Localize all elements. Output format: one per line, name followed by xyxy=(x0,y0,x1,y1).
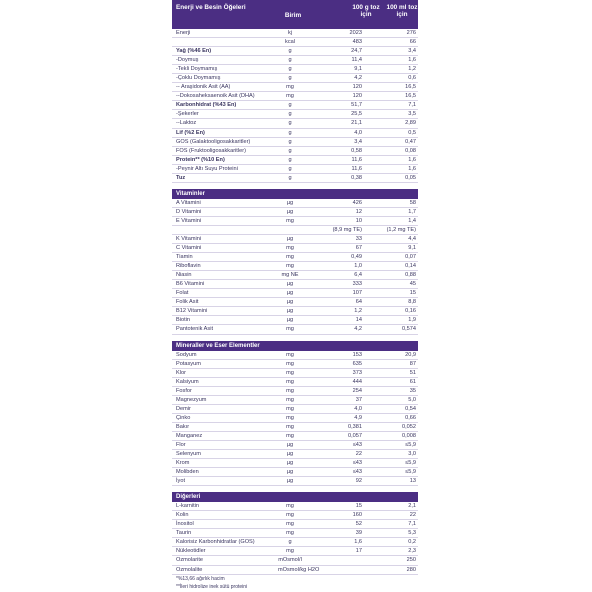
row-value-100g: 160 xyxy=(352,512,362,519)
row-value-100ml: 2,89 xyxy=(405,120,416,127)
table-row xyxy=(172,56,418,65)
table-row xyxy=(172,441,418,450)
table-row xyxy=(172,432,418,441)
table-row xyxy=(172,174,418,183)
row-unit: g xyxy=(288,57,292,64)
table-row xyxy=(172,547,418,556)
row-value-100ml: 8,8 xyxy=(408,299,416,306)
row-value-100g: 14 xyxy=(355,317,362,324)
row-value-100g: 6,4 xyxy=(354,272,362,279)
row-nutrient: C Vitamini xyxy=(176,245,202,252)
row-nutrient: Karbonhidrat (%43 En) xyxy=(176,102,237,109)
row-value-100ml: 22 xyxy=(409,512,416,519)
row-unit: g xyxy=(288,66,292,73)
row-value-100g: 120 xyxy=(352,84,362,91)
section-vitamins: Vitaminler xyxy=(172,189,418,199)
row-unit: mg xyxy=(286,84,294,91)
row-value-100g: 25,5 xyxy=(351,111,362,118)
nutrition-table xyxy=(172,0,418,592)
table-row xyxy=(172,147,418,156)
row-nutrient: İyot xyxy=(176,478,186,485)
row-value-100ml: 35 xyxy=(409,387,416,394)
table-row xyxy=(172,92,418,101)
row-value-100ml: 0,88 xyxy=(405,272,416,279)
table-row xyxy=(172,538,418,547)
row-nutrient: --Laktoz xyxy=(176,120,197,127)
row-unit: mg xyxy=(286,521,294,528)
row-nutrient: Riboflavin xyxy=(176,263,201,270)
row-value-100g: 64 xyxy=(355,299,362,306)
row-unit: mg xyxy=(286,93,294,100)
row-value-100ml: 280 xyxy=(406,566,416,573)
row-value-100g: 0,49 xyxy=(351,254,362,261)
row-unit: µg xyxy=(286,317,294,324)
row-value-100ml: 1,9 xyxy=(408,317,416,324)
row-value-100ml: 0,6 xyxy=(408,75,416,82)
row-value-100g: 24,7 xyxy=(351,48,362,55)
row-nutrient: Biotin xyxy=(176,317,190,324)
row-value-100ml: 1,6 xyxy=(408,156,416,163)
row-unit: mOsmol/l xyxy=(278,557,302,564)
row-value-100ml: 5,0 xyxy=(408,396,416,403)
table-row xyxy=(172,235,418,244)
table-row xyxy=(172,138,418,147)
row-nutrient: Tuz xyxy=(176,174,186,181)
row-unit: g xyxy=(288,156,292,163)
row-value-100g: 92 xyxy=(355,478,362,485)
row-unit: µg xyxy=(286,469,294,476)
row-value-100ml: 45 xyxy=(409,281,416,288)
row-value-100g: 444 xyxy=(352,378,362,385)
footnote-2: **İleri hidrolize inek sütü proteini xyxy=(176,583,248,590)
table-row xyxy=(172,298,418,307)
row-value-100g: 107 xyxy=(352,290,362,297)
table-row xyxy=(172,226,418,235)
row-value-100g: 4,2 xyxy=(354,326,362,333)
row-unit: mg xyxy=(286,432,294,439)
row-value-100ml: 1,7 xyxy=(408,208,416,215)
row-unit: mg xyxy=(286,254,294,261)
row-nutrient: GOS (Galaktooligosakkaritler) xyxy=(176,138,251,145)
header-per-100g: 100 g toz için xyxy=(352,4,380,19)
row-unit: g xyxy=(288,120,292,127)
table-row xyxy=(172,423,418,432)
table-row xyxy=(172,199,418,208)
vitamins-group xyxy=(172,199,418,335)
row-value-100g: 373 xyxy=(352,369,362,376)
table-row xyxy=(172,566,418,575)
table-row xyxy=(172,396,418,405)
row-nutrient: Nükleotidler xyxy=(176,548,206,555)
table-row xyxy=(172,74,418,83)
row-value-100ml: 0,66 xyxy=(405,414,416,421)
row-value-100ml: 0,47 xyxy=(405,138,416,145)
row-nutrient: Bakır xyxy=(176,423,190,430)
table-row xyxy=(172,165,418,174)
row-value-100g: 254 xyxy=(352,387,362,394)
row-value-100g: 21,1 xyxy=(351,120,362,127)
row-value-100g: 11,6 xyxy=(351,165,362,172)
row-value-100ml: 0,07 xyxy=(405,254,416,261)
row-nutrient: Tiamin xyxy=(176,254,193,261)
row-nutrient: Manganez xyxy=(176,432,203,439)
row-unit: mg xyxy=(286,387,294,394)
row-value-100ml: 87 xyxy=(409,360,416,367)
row-nutrient: FOS (Fruktooligosakkaritler) xyxy=(176,147,246,154)
table-row xyxy=(172,101,418,110)
row-nutrient: Lif (%2 En) xyxy=(176,129,205,136)
table-row xyxy=(172,110,418,119)
row-value-100g: 17 xyxy=(355,548,362,555)
row-unit: µg xyxy=(286,235,294,242)
row-value-100g: 1,6 xyxy=(354,539,362,546)
row-value-100g: 33 xyxy=(355,235,362,242)
row-nutrient: Klor xyxy=(176,369,186,376)
row-nutrient: -Şekerler xyxy=(176,111,199,118)
header-nutrients: Enerji ve Besin Öğeleri xyxy=(176,4,246,11)
row-nutrient: -Doymuş xyxy=(176,57,199,64)
row-unit: µg xyxy=(286,290,294,297)
row-value-100g: 2023 xyxy=(349,30,362,36)
table-row xyxy=(172,316,418,325)
row-value-100g: 635 xyxy=(352,360,362,367)
row-value-100g: 52 xyxy=(355,521,362,528)
row-value-100g: 483 xyxy=(352,39,362,46)
row-nutrient: B12 Vitamini xyxy=(176,308,208,315)
row-unit: g xyxy=(288,75,292,82)
row-value-100ml: 0,14 xyxy=(405,263,416,270)
row-unit: mg xyxy=(286,263,294,270)
table-row xyxy=(172,405,418,414)
table-row xyxy=(172,520,418,529)
row-nutrient: Krom xyxy=(176,460,190,467)
row-value-100ml: 0,05 xyxy=(405,174,416,181)
row-value-100ml: 276 xyxy=(406,30,416,36)
row-value-100ml: 4,4 xyxy=(408,235,416,242)
row-unit: mg NE xyxy=(281,272,299,279)
table-row xyxy=(172,271,418,280)
row-unit: µg xyxy=(286,208,294,215)
row-value-100g: 333 xyxy=(352,281,362,288)
row-value-100ml: 1,4 xyxy=(408,217,416,224)
row-unit: mg xyxy=(286,396,294,403)
row-unit: mg xyxy=(286,326,294,333)
row-value-100g: 10 xyxy=(355,217,362,224)
row-unit: g xyxy=(288,147,292,154)
row-nutrient: İnositol xyxy=(176,521,194,528)
table-row xyxy=(172,208,418,217)
row-value-100ml: 7,1 xyxy=(408,521,416,528)
row-value-100ml: 51 xyxy=(409,369,416,376)
row-unit: µg xyxy=(286,308,294,315)
others-group xyxy=(172,502,418,574)
row-nutrient: Kalsiyum xyxy=(176,378,199,385)
row-value-100ml: 3,5 xyxy=(408,111,416,118)
row-nutrient: Molibden xyxy=(176,469,199,476)
table-row xyxy=(172,511,418,520)
section-minerals: Mineraller ve Eser Elementler xyxy=(172,341,418,351)
row-nutrient: L-karnitin xyxy=(176,503,200,510)
row-unit: mg xyxy=(286,414,294,421)
row-unit: mg xyxy=(286,503,294,510)
header-unit: Birim xyxy=(284,12,302,19)
row-value-100ml: 58 xyxy=(409,199,416,206)
row-nutrient: -Çoklu Doymamış xyxy=(176,75,221,82)
table-row xyxy=(172,459,418,468)
table-row xyxy=(172,119,418,128)
row-value-100ml: 0,2 xyxy=(408,539,416,546)
row-nutrient: Çinko xyxy=(176,414,191,421)
row-value-100g: 0,381 xyxy=(348,423,362,430)
table-row xyxy=(172,289,418,298)
table-row xyxy=(172,83,418,92)
table-row xyxy=(172,450,418,459)
row-nutrient: --Dokosaheksaenoik Asit (DHA) xyxy=(176,93,255,100)
row-value-100g: 15 xyxy=(355,503,362,510)
row-unit: g xyxy=(288,138,292,145)
row-value-100ml: 0,008 xyxy=(402,432,416,439)
row-value-100ml: ≤5,9 xyxy=(405,460,416,467)
row-value-100g: 426 xyxy=(352,199,362,206)
row-unit: µg xyxy=(286,281,294,288)
row-value-100g: 4,9 xyxy=(354,414,362,421)
energy-group xyxy=(172,29,418,183)
row-nutrient: Magnezyum xyxy=(176,396,207,403)
table-row xyxy=(172,468,418,477)
row-value-100g: ≤43 xyxy=(352,469,362,476)
row-nutrient: Protein** (%10 En) xyxy=(176,156,225,163)
row-value-100ml: 3,0 xyxy=(408,451,416,458)
row-nutrient: Demir xyxy=(176,405,191,412)
table-row xyxy=(172,244,418,253)
row-value-100ml: 66 xyxy=(409,39,416,46)
table-row xyxy=(172,217,418,226)
row-value-100g: 4,2 xyxy=(354,75,362,82)
row-value-100g: 0,38 xyxy=(351,174,362,181)
row-value-100g: 67 xyxy=(355,245,362,252)
row-unit: µg xyxy=(286,441,294,448)
row-unit: µg xyxy=(286,299,294,306)
row-unit: mg xyxy=(286,512,294,519)
row-value-100ml: ≤5,9 xyxy=(405,469,416,476)
row-value-100ml: 250 xyxy=(406,557,416,564)
row-unit: kcal xyxy=(285,39,295,46)
row-value-100g: 4,0 xyxy=(354,129,362,136)
row-unit: g xyxy=(288,539,292,546)
row-unit: µg xyxy=(286,478,294,485)
row-value-100g: 39 xyxy=(355,530,362,537)
table-row xyxy=(172,65,418,74)
table-header xyxy=(172,0,418,29)
row-unit: mOsmol/kg H2O xyxy=(278,566,320,573)
row-value-100g: 51,7 xyxy=(351,102,362,109)
row-value-100ml: 0,54 xyxy=(405,405,416,412)
row-value-100ml: 1,2 xyxy=(408,66,416,73)
row-value-100ml: 7,1 xyxy=(408,102,416,109)
row-unit: µg xyxy=(286,451,294,458)
table-row xyxy=(172,502,418,511)
row-unit: kj xyxy=(287,30,293,36)
section-others: Diğerleri xyxy=(172,492,418,502)
row-value-100g: 0,58 xyxy=(351,147,362,154)
row-unit: mg xyxy=(286,423,294,430)
table-row xyxy=(172,351,418,360)
row-value-100ml: 5,3 xyxy=(408,530,416,537)
table-row xyxy=(172,156,418,165)
row-unit: g xyxy=(288,165,292,172)
row-value-100g: ≤43 xyxy=(352,441,362,448)
row-value-100ml: 3,4 xyxy=(408,48,416,55)
row-unit: g xyxy=(288,48,292,55)
row-nutrient: Selenyum xyxy=(176,451,201,458)
minerals-group xyxy=(172,351,418,487)
table-row xyxy=(172,253,418,262)
row-value-100ml: 0,574 xyxy=(402,326,416,333)
row-unit: µg xyxy=(286,199,294,206)
row-value-100g: 11,4 xyxy=(351,57,362,64)
row-unit: mg xyxy=(286,530,294,537)
row-value-100g: ≤43 xyxy=(352,460,362,467)
row-nutrient: B6 Vitamini xyxy=(176,281,205,288)
row-value-100ml: ≤5,9 xyxy=(405,441,416,448)
footnote-1: *%13,66 ağırlık hacim xyxy=(176,575,225,582)
table-row xyxy=(172,477,418,486)
row-nutrient: Fosfor xyxy=(176,387,192,394)
row-value-100ml: 1,6 xyxy=(408,57,416,64)
row-value-100ml: 2,3 xyxy=(408,548,416,555)
table-row xyxy=(172,280,418,289)
row-unit: mg xyxy=(286,405,294,412)
row-unit: mg xyxy=(286,351,294,358)
row-unit: mg xyxy=(286,369,294,376)
row-nutrient: Niasin xyxy=(176,272,192,279)
row-value-100g: 153 xyxy=(352,351,362,358)
table-row xyxy=(172,360,418,369)
row-unit: mg xyxy=(286,217,294,224)
row-nutrient: Kolin xyxy=(176,512,189,519)
row-unit: mg xyxy=(286,378,294,385)
header-per-100ml: 100 ml toz için xyxy=(386,4,418,19)
row-value-100ml: 15 xyxy=(409,290,416,297)
row-unit: g xyxy=(288,111,292,118)
row-value-100g: 9,1 xyxy=(354,66,362,73)
row-unit: µg xyxy=(286,460,294,467)
row-value-100g: 1,2 xyxy=(354,308,362,315)
row-unit: g xyxy=(288,129,292,136)
table-row xyxy=(172,369,418,378)
table-row xyxy=(172,262,418,271)
row-value-100ml: 16,5 xyxy=(405,93,416,100)
row-value-100g: 1,0 xyxy=(354,263,362,270)
row-nutrient: Taurin xyxy=(176,530,192,537)
row-unit: mg xyxy=(286,245,294,252)
table-row xyxy=(172,38,418,47)
table-row xyxy=(172,129,418,138)
row-value-100ml: 0,5 xyxy=(408,129,416,136)
row-value-100ml: 0,16 xyxy=(405,308,416,315)
row-nutrient: D Vitamini xyxy=(176,208,202,215)
row-value-100ml: 9,1 xyxy=(408,245,416,252)
row-nutrient: Ozmolarite xyxy=(176,557,204,564)
row-value-100g: 4,0 xyxy=(354,405,362,412)
row-value-100ml: (1,2 mg TE) xyxy=(386,226,416,233)
row-unit: mg xyxy=(286,548,294,555)
row-value-100ml: 0,08 xyxy=(405,147,416,154)
row-value-100ml: 1,6 xyxy=(408,165,416,172)
table-row xyxy=(172,47,418,56)
row-value-100g: 11,6 xyxy=(351,156,362,163)
row-nutrient: Ozmolalite xyxy=(176,566,203,573)
row-value-100ml: 20,9 xyxy=(405,351,416,358)
row-value-100g: 3,4 xyxy=(354,138,362,145)
row-nutrient: Sodyum xyxy=(176,351,197,358)
row-value-100g: 37 xyxy=(355,396,362,403)
row-nutrient: -- Araşidonik Asit (AA) xyxy=(176,84,231,91)
row-nutrient: A Vitamini xyxy=(176,199,201,206)
table-row xyxy=(172,378,418,387)
table-row xyxy=(172,387,418,396)
row-nutrient: E Vitamini xyxy=(176,217,202,224)
row-nutrient: Flor xyxy=(176,441,186,448)
table-row xyxy=(172,529,418,538)
row-nutrient: Kalorisiz Karbonhidratlar (GOS) xyxy=(176,539,255,546)
row-value-100ml: 2,1 xyxy=(408,503,416,510)
row-nutrient: K Vitamini xyxy=(176,235,202,242)
row-value-100g: 0,057 xyxy=(348,432,362,439)
row-nutrient: Potasyum xyxy=(176,360,201,367)
row-nutrient: Pantotenik Asit xyxy=(176,326,214,333)
row-value-100ml: 13 xyxy=(409,478,416,485)
table-row xyxy=(172,325,418,334)
table-row xyxy=(172,307,418,316)
table-row xyxy=(172,414,418,423)
row-value-100ml: 0,052 xyxy=(402,423,416,430)
table-row xyxy=(172,29,418,38)
row-unit: mg xyxy=(286,360,294,367)
row-nutrient: Folat xyxy=(176,290,189,297)
row-value-100g: 12 xyxy=(355,208,362,215)
row-nutrient: Enerji xyxy=(176,30,191,36)
row-value-100g: 120 xyxy=(352,93,362,100)
row-nutrient: Yağ (%46 En) xyxy=(176,48,212,55)
row-unit: g xyxy=(288,102,292,109)
row-value-100ml: 16,5 xyxy=(405,84,416,91)
row-unit: g xyxy=(288,174,292,181)
row-nutrient: -Peynir Altı Suyu Proteini xyxy=(176,165,238,172)
row-nutrient: Folik Asit xyxy=(176,299,199,306)
row-value-100ml: 61 xyxy=(409,378,416,385)
table-row xyxy=(172,556,418,565)
row-nutrient: -Tekli Doymamış xyxy=(176,66,218,73)
row-value-100g: 22 xyxy=(355,451,362,458)
row-value-100g: (8,9 mg TE) xyxy=(332,226,362,233)
